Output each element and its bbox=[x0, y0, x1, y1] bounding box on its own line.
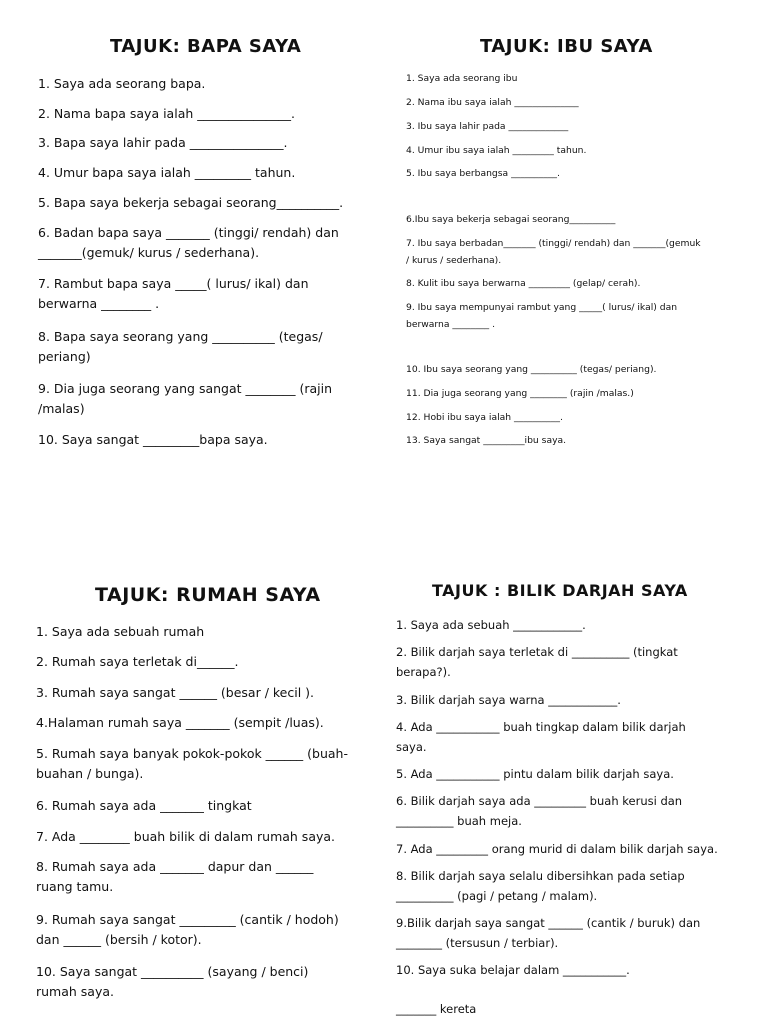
bapa-item-10 bbox=[38, 430, 268, 450]
bilik-item-4-line-2: saya. bbox=[396, 740, 427, 754]
ibu-item-5 bbox=[406, 165, 560, 182]
bapa-item-7-line-2: berwarna ________ . bbox=[38, 296, 160, 311]
bapa-item-7-line-1: 7. Rambut bapa saya _____( lurus/ ikal) dan bbox=[38, 276, 309, 291]
bilik-item-4-line-1: 4. Ada ___________ buah tingkap dalam bilik darjah bbox=[396, 720, 686, 734]
bapa-item-7 bbox=[38, 274, 309, 314]
bapa-item-5-line-1: 5. Bapa saya bekerja sebagai seorang__________. bbox=[38, 195, 344, 210]
bilik-item-3 bbox=[396, 690, 621, 710]
ibu-item-13-line-1: 13. Saya sangat _________ibu saya. bbox=[406, 435, 567, 446]
rumah-item-7-line-1: 7. Ada ________ buah bilik di dalam rumah saya. bbox=[36, 829, 336, 844]
bilik-item-4 bbox=[396, 717, 686, 757]
title-bilik-darjah-saya: TAJUK : BILIK DARJAH SAYA bbox=[432, 581, 688, 600]
bilik-item-5-line-1: 5. Ada ___________ pintu dalam bilik darjah saya. bbox=[396, 767, 674, 781]
ibu-item-8 bbox=[406, 275, 640, 292]
ibu-item-6 bbox=[406, 211, 615, 228]
ibu-item-9 bbox=[406, 299, 677, 333]
bilik-item-10-line-1: 10. Saya suka belajar dalam ___________. bbox=[396, 963, 630, 977]
bapa-item-1 bbox=[38, 74, 205, 94]
ibu-item-2 bbox=[406, 94, 579, 111]
ibu-item-5-line-1: 5. Ibu saya berbangsa __________. bbox=[406, 168, 560, 179]
bapa-item-2-line-1: 2. Nama bapa saya ialah _______________. bbox=[38, 106, 295, 121]
bapa-item-6-line-2: _______(gemuk/ kurus / sederhana). bbox=[38, 245, 260, 260]
rumah-item-1 bbox=[36, 622, 204, 642]
bilik-item-3-line-1: 3. Bilik darjah saya warna ____________. bbox=[396, 693, 621, 707]
bapa-item-8 bbox=[38, 327, 323, 367]
bilik-item-10 bbox=[396, 960, 630, 980]
ibu-item-9-line-1: 9. Ibu saya mempunyai rambut yang _____( lurus/ ikal) dan bbox=[406, 302, 678, 313]
rumah-item-10-line-2: rumah saya. bbox=[36, 984, 114, 999]
bapa-item-4-line-1: 4. Umur bapa saya ialah _________ tahun. bbox=[38, 165, 296, 180]
bilik-item-1-line-1: 1. Saya ada sebuah ____________. bbox=[396, 618, 586, 632]
bapa-item-5 bbox=[38, 193, 343, 213]
bapa-item-3 bbox=[38, 133, 287, 153]
bapa-item-6-line-1: 6. Badan bapa saya _______ (tinggi/ rendah) dan bbox=[38, 225, 339, 240]
ibu-item-6-line-1: 6.Ibu saya bekerja sebagai seorang__________ bbox=[406, 214, 616, 225]
bapa-item-9-line-2: /malas) bbox=[38, 401, 85, 416]
rumah-item-2 bbox=[36, 652, 238, 672]
bapa-item-10-line-1: 10. Saya sangat _________bapa saya. bbox=[38, 432, 268, 447]
rumah-item-8-line-2: ruang tamu. bbox=[36, 879, 114, 894]
bilik-item-6 bbox=[396, 791, 682, 831]
rumah-item-10 bbox=[36, 962, 308, 1002]
bilik-item-5 bbox=[396, 764, 674, 784]
rumah-item-2-line-1: 2. Rumah saya terletak di______. bbox=[36, 654, 239, 669]
rumah-item-9 bbox=[36, 910, 339, 950]
ibu-item-10 bbox=[406, 361, 656, 378]
ibu-item-8-line-1: 8. Kulit ibu saya berwarna _________ (gelap/ cerah). bbox=[406, 278, 641, 289]
bilik-item-11 bbox=[396, 999, 476, 1019]
rumah-item-9-line-1: 9. Rumah saya sangat _________ (cantik / hodoh) bbox=[36, 912, 339, 927]
bilik-item-1 bbox=[396, 615, 586, 635]
rumah-item-3 bbox=[36, 683, 314, 703]
rumah-item-5-line-2: buahan / bunga). bbox=[36, 766, 144, 781]
bilik-item-8-line-2: __________ (pagi / petang / malam). bbox=[396, 889, 598, 903]
ibu-item-3-line-1: 3. Ibu saya lahir pada _____________ bbox=[406, 121, 569, 132]
bilik-item-7-line-1: 7. Ada _________ orang murid di dalam bilik darjah saya. bbox=[396, 842, 718, 856]
ibu-item-12 bbox=[406, 409, 563, 426]
ibu-item-2-line-1: 2. Nama ibu saya ialah ______________ bbox=[406, 97, 579, 108]
bilik-item-9-line-2: ________ (tersusun / terbiar). bbox=[396, 936, 559, 950]
rumah-item-5-line-1: 5. Rumah saya banyak pokok-pokok ______ (buah- bbox=[36, 746, 348, 761]
bapa-item-8-line-1: 8. Bapa saya seorang yang __________ (tegas/ bbox=[38, 329, 323, 344]
ibu-item-1 bbox=[406, 70, 517, 87]
bilik-item-8 bbox=[396, 866, 685, 906]
bapa-item-9 bbox=[38, 379, 332, 419]
bapa-item-4 bbox=[38, 163, 295, 183]
ibu-item-4-line-1: 4. Umur ibu saya ialah _________ tahun. bbox=[406, 145, 587, 156]
ibu-item-3 bbox=[406, 118, 568, 135]
rumah-item-10-line-1: 10. Saya sangat __________ (sayang / benci) bbox=[36, 964, 309, 979]
rumah-item-4 bbox=[36, 713, 324, 733]
rumah-item-1-line-1: 1. Saya ada sebuah rumah bbox=[36, 624, 205, 639]
bilik-item-9 bbox=[396, 913, 700, 953]
ibu-item-7 bbox=[406, 235, 701, 269]
bapa-item-2 bbox=[38, 104, 295, 124]
rumah-item-8-line-1: 8. Rumah saya ada _______ dapur dan ______ bbox=[36, 859, 314, 874]
bilik-item-7 bbox=[396, 839, 718, 859]
rumah-item-9-line-2: dan ______ (bersih / kotor). bbox=[36, 932, 202, 947]
title-rumah-saya: TAJUK: RUMAH SAYA bbox=[95, 584, 321, 606]
ibu-item-9-line-2: berwarna ________ . bbox=[406, 319, 495, 330]
rumah-item-3-line-1: 3. Rumah saya sangat ______ (besar / kecil ). bbox=[36, 685, 315, 700]
rumah-item-6-line-1: 6. Rumah saya ada _______ tingkat bbox=[36, 798, 252, 813]
bapa-item-1-line-1: 1. Saya ada seorang bapa. bbox=[38, 76, 206, 91]
bilik-item-6-line-2: __________ buah meja. bbox=[396, 814, 522, 828]
ibu-item-1-line-1: 1. Saya ada seorang ibu bbox=[406, 73, 518, 84]
rumah-item-4-line-1: 4.Halaman rumah saya _______ (sempit /luas). bbox=[36, 715, 324, 730]
bilik-item-6-line-1: 6. Bilik darjah saya ada _________ buah kerusi dan bbox=[396, 794, 683, 808]
ibu-item-7-line-2: / kurus / sederhana). bbox=[406, 255, 502, 266]
bilik-item-2 bbox=[396, 642, 678, 682]
bilik-item-2-line-2: berapa?). bbox=[396, 665, 451, 679]
ibu-item-13 bbox=[406, 432, 566, 449]
bilik-item-2-line-1: 2. Bilik darjah saya terletak di __________ (tingkat bbox=[396, 645, 678, 659]
bilik-item-9-line-1: 9.Bilik darjah saya sangat ______ (cantik / buruk) dan bbox=[396, 916, 701, 930]
bapa-item-3-line-1: 3. Bapa saya lahir pada _______________. bbox=[38, 135, 288, 150]
title-ibu-saya: TAJUK: IBU SAYA bbox=[480, 36, 653, 57]
ibu-item-10-line-1: 10. Ibu saya seorang yang __________ (tegas/ periang). bbox=[406, 364, 657, 375]
bapa-item-6 bbox=[38, 223, 339, 263]
bapa-item-9-line-1: 9. Dia juga seorang yang sangat ________ (rajin bbox=[38, 381, 333, 396]
rumah-item-8 bbox=[36, 857, 313, 897]
bapa-item-8-line-2: periang) bbox=[38, 349, 91, 364]
ibu-item-7-line-1: 7. Ibu saya berbadan_______ (tinggi/ rendah) dan _______(gemuk bbox=[406, 238, 701, 249]
ibu-item-11-line-1: 11. Dia juga seorang yang ________ (rajin /malas.) bbox=[406, 388, 634, 399]
bilik-item-11-line-1: _______ kereta bbox=[396, 1002, 477, 1016]
rumah-item-7 bbox=[36, 827, 335, 847]
rumah-item-5 bbox=[36, 744, 348, 784]
ibu-item-11 bbox=[406, 385, 634, 402]
bilik-item-8-line-1: 8. Bilik darjah saya selalu dibersihkan pada setiap bbox=[396, 869, 685, 883]
title-bapa-saya: TAJUK: BAPA SAYA bbox=[110, 36, 302, 57]
ibu-item-12-line-1: 12. Hobi ibu saya ialah __________. bbox=[406, 412, 563, 423]
ibu-item-4 bbox=[406, 142, 586, 159]
rumah-item-6 bbox=[36, 796, 252, 816]
